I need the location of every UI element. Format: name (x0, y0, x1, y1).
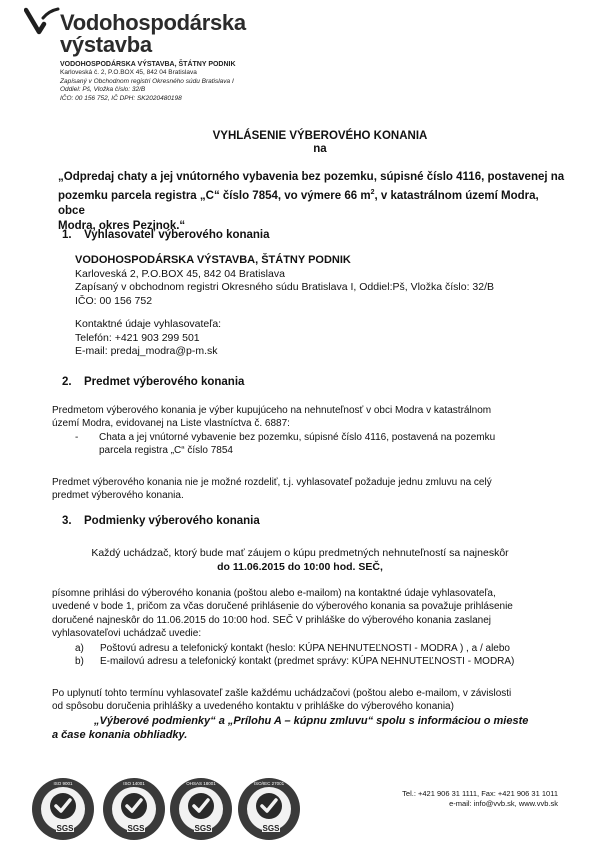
section3-p1-line2: uvedené v bode 1, pričom za včas doručené prihlásenie do výberového konania sa považuje prihlásenie (52, 601, 513, 613)
contact-phone: Telefón: +421 903 299 501 (75, 331, 200, 344)
seal-label: SGS (194, 824, 212, 833)
contacts-label: Kontaktné údaje vyhlasovateľa: (75, 318, 222, 330)
company-logo (24, 6, 294, 56)
seal-standard: OHSAS 18001 (186, 781, 216, 786)
seal-label: SGS (56, 824, 74, 833)
section2-paragraph1 (52, 404, 572, 431)
list-marker: b) (75, 656, 84, 668)
certification-seal-icon (30, 776, 96, 842)
section3-p3-line1: „Výberové podmienky“ a „Prílohu A – kúpnu zmluvu“ spolu s informáciou o mieste (94, 715, 529, 727)
seal-standard: ISO 14001 (123, 781, 145, 786)
section3-heading (62, 515, 260, 527)
section1-number: 1. (62, 229, 72, 241)
section3-p3-line2: a čase konania obhliadky. (52, 729, 188, 741)
section3-title: Podmienky výberového konania (84, 515, 260, 527)
announcer-ico: IČO: 00 156 752 (75, 294, 153, 307)
footer-contact (402, 789, 558, 809)
section3-p2-line2: od spôsobu doručenia prihlášky a uvedeného kontaktu v prihláške do výberového konania) (52, 701, 454, 713)
section3-p2-line1: Po uplynutí tohto termínu vyhlasovateľ zašle každému uchádzačovi (poštou alebo e-mailom, v závislosti (52, 688, 512, 699)
list-text: Poštovú adresu a telefonický kontakt (heslo: KÚPA NEHNUTEĽNOSTI - MODRA ) , a / alebo (100, 643, 510, 654)
item-line2: parcela registra „C“ číslo 7854 (99, 445, 233, 457)
section3-paragraph3 (52, 714, 570, 742)
subject-line2b: , v katastrálnom území Modra, obce (58, 189, 539, 217)
footer-email-web[interactable]: e-mail: info@vvb.sk, www.vvb.sk (449, 799, 558, 808)
subject-line3: Modra, okres Pezinok.“ (58, 219, 186, 232)
document-subject (58, 170, 568, 234)
announcer-block (75, 254, 494, 308)
logo-text-line1: Vodohospodárska (60, 10, 246, 35)
section3-p1-line4: vyhlasovateľovi uchádzač uvedie: (52, 627, 202, 639)
subject-line2 (58, 185, 568, 219)
announcer-register: Zapísaný v obchodnom registri Okresného súdu Bratislava I, Oddiel:Pš, Vložka číslo: 32/B (75, 281, 495, 293)
section2-p2-line2: predmet výberového konania. (52, 490, 184, 502)
company-name: VODOHOSPODÁRSKA VÝSTAVBA, ŠTÁTNY PODNIK (60, 61, 236, 68)
document-title (0, 130, 600, 156)
section2-title: Predmet výberového konania (84, 376, 245, 388)
section2-number: 2. (62, 376, 72, 388)
section2-p1-line2: území Modra, evidovanej na Liste vlastníctva č. 6887: (52, 418, 290, 430)
certification-seal-icon (101, 776, 167, 842)
section3-paragraph2 (52, 687, 572, 714)
seal-standard: ISO 9001 (53, 781, 73, 786)
announcer-name: VODOHOSPODÁRSKA VÝSTAVBA, ŠTÁTNY PODNIK (75, 254, 351, 266)
subject-superscript: 2 (370, 189, 375, 196)
company-address: Karloveská č. 2, P.O.BOX 45, 842 04 Bratislava (60, 69, 197, 77)
section3-p1-line3: doručené najneskôr do 11.06.2015 do 10:00 hod. SEČ V prihláške do výberového konania zaslanej (52, 614, 492, 626)
list-text: E-mailovú adresu a telefonický kontakt (predmet správy: KÚPA NEHNUTEĽNOSTI - MODRA) (100, 656, 515, 668)
logo-text-line2: výstavba (60, 32, 152, 57)
announcer-contacts (75, 318, 221, 359)
deadline-line2: do 11.06.2015 do 10:00 hod. SEČ, (217, 561, 383, 573)
section2-paragraph2 (52, 476, 572, 503)
list-item (75, 655, 565, 668)
section1-heading (62, 229, 270, 241)
certification-seal-icon (168, 776, 234, 842)
section2-list-item (75, 431, 565, 458)
subject-line1: „Odpredaj chaty a jej vnútorného vybavenia bez pozemku, súpisné číslo 4116, postavenej na (58, 171, 565, 183)
footer-phones: Tel.: +421 906 31 1111, Fax: +421 906 31 1011 (402, 789, 558, 798)
list-item (75, 642, 565, 655)
subject-line2a: pozemku parcela registra „C“ číslo 7854, vo výmere 66 m (58, 189, 371, 202)
title-line1: VYHLÁSENIE VÝBEROVÉHO KONANIA (212, 130, 428, 142)
list-dash: - (75, 432, 79, 443)
deadline-block (0, 546, 600, 574)
logo-mark-icon (24, 6, 60, 36)
section3-list (75, 642, 565, 669)
section1-title: Vyhlasovateľ výberového konania (84, 229, 270, 241)
seal-label: SGS (262, 824, 280, 833)
section2-p2-line1: Predmet výberového konania nie je možné rozdeliť, t.j. vyhlasovateľ požaduje jednu zmluvu na celý (52, 477, 492, 488)
deadline-line1: Každý uchádzač, ktorý bude mať záujem o kúpu predmetných nehnuteľností sa najneskôr (91, 547, 509, 559)
seal-standard: ISO/IEC 27001 (253, 781, 285, 786)
company-ids: IČO: 00 156 752, IČ DPH: SK2020480198 (60, 94, 182, 102)
section3-p1-line1: písomne prihlási do výberového konania (poštou alebo e-mailom) na kontaktné údaje vyhlasovateľa, (52, 588, 496, 599)
contact-email[interactable]: E-mail: predaj_modra@p-m.sk (75, 345, 218, 357)
item-line1: Chata a jej vnútorné vybavenie bez pozemku, súpisné číslo 4116, postavená na pozemku (99, 432, 496, 443)
company-register: Zapísaný v Obchodnom registri Okresného súdu Bratislava I (60, 77, 234, 85)
section3-number: 3. (62, 515, 72, 527)
section3-paragraph1 (52, 587, 572, 640)
company-header (60, 61, 236, 103)
section2-p1-line1: Predmetom výberového konania je výber kupujúceho na nehnuteľnosť v obci Modra v katastrálnom (52, 405, 492, 416)
seal-label: SGS (127, 824, 145, 833)
section2-heading (62, 376, 244, 388)
list-marker: a) (75, 643, 84, 654)
title-line2: na (313, 143, 327, 155)
announcer-address: Karloveská 2, P.O.BOX 45, 842 04 Bratislava (75, 267, 285, 280)
company-section: Oddiel: Pš, Vložka číslo: 32/B (60, 86, 146, 94)
certification-seal-icon (236, 776, 302, 842)
